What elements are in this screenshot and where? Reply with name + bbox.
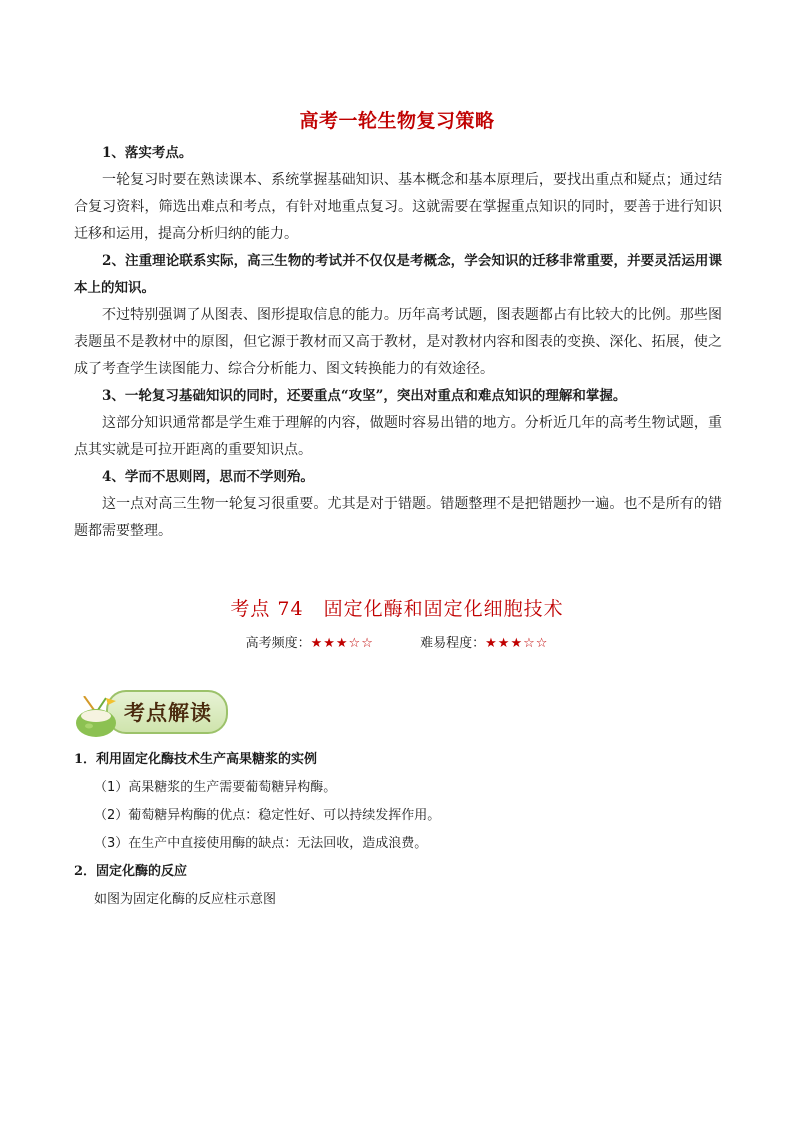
frequency-stars-filled: ★★★: [310, 636, 349, 651]
content-heading-2: 2．固定化酶的反应: [74, 864, 188, 879]
strategy-heading-4: 4、学而不思则罔，思而不学则殆。: [102, 469, 314, 485]
strategy-paragraph-1: 一轮复习时要在熟读课本、系统掌握基础知识、基本概念和基本原理后，要找出重点和疑点；通过结合复习资料，筛选出难点和考点，有针对地重点复习。这就需要在掌握重点知识的同时，要善于进行知识迁移和运用，提高分析归纳的能力。: [74, 172, 722, 242]
content-section: [74, 746, 722, 914]
difficulty-label: 难易程度：: [420, 636, 486, 651]
difficulty-stars-empty: ☆☆: [523, 636, 549, 651]
content-item-1: （1）高果糖浆的生产需要葡萄糖异构酶。: [94, 780, 337, 795]
strategy-heading-3: 3、一轮复习基础知识的同时，还要重点“攻坚”，突出对重点和难点知识的理解和掌握。: [102, 388, 627, 404]
strategy-heading-2: 2、注重理论联系实际，高三生物的考试并不仅仅是考概念，学会知识的迁移非常重要，并要灵活运用课本上的知识。: [74, 253, 722, 296]
section-badge: [68, 678, 228, 740]
strategy-paragraph-2: 不过特别强调了从图表、图形提取信息的能力。历年高考试题，图表题都占有比较大的比例。那些图表题虽不是教材中的原图，但它源于教材而又高于教材，是对教材内容和图表的变换、深化、拓展，使之成了考查学生读图能力、综合分析能力、图文转换能力的有效途径。: [74, 307, 722, 377]
difficulty-stars-filled: ★★★: [485, 636, 524, 651]
strategy-heading-1: 1、落实考点。: [102, 145, 193, 161]
topic-title: 考点 74 固定化酶和固定化细胞技术: [230, 598, 564, 620]
content-item-3: （3）在生产中直接使用酶的缺点：无法回收，造成浪费。: [94, 836, 428, 851]
frequency-label: 高考频度：: [245, 636, 311, 651]
coconut-drink-icon: [72, 696, 122, 738]
topic-ratings: [0, 632, 794, 651]
strategy-paragraph-4: 这一点对高三生物一轮复习很重要。尤其是对于错题。错题整理不是把错题抄一遍。也不是所有的错题都需要整理。: [74, 496, 722, 539]
strategy-paragraph-3: 这部分知识通常都是学生难于理解的内容，做题时容易出错的地方。分析近几年的高考生物试题，重点其实就是可拉开距离的重要知识点。: [74, 415, 722, 458]
page-title: 高考一轮生物复习策略: [299, 110, 495, 132]
badge-label: 考点解读: [124, 700, 212, 725]
content-heading-1: 1．利用固定化酶技术生产高果糖浆的实例: [74, 752, 318, 767]
frequency-stars-empty: ☆☆: [348, 636, 374, 651]
strategy-section: [74, 140, 722, 545]
content-item-2: （2）葡萄糖异构酶的优点：稳定性好、可以持续发挥作用。: [94, 808, 441, 823]
content-paragraph-2: 如图为固定化酶的反应柱示意图: [94, 892, 277, 907]
